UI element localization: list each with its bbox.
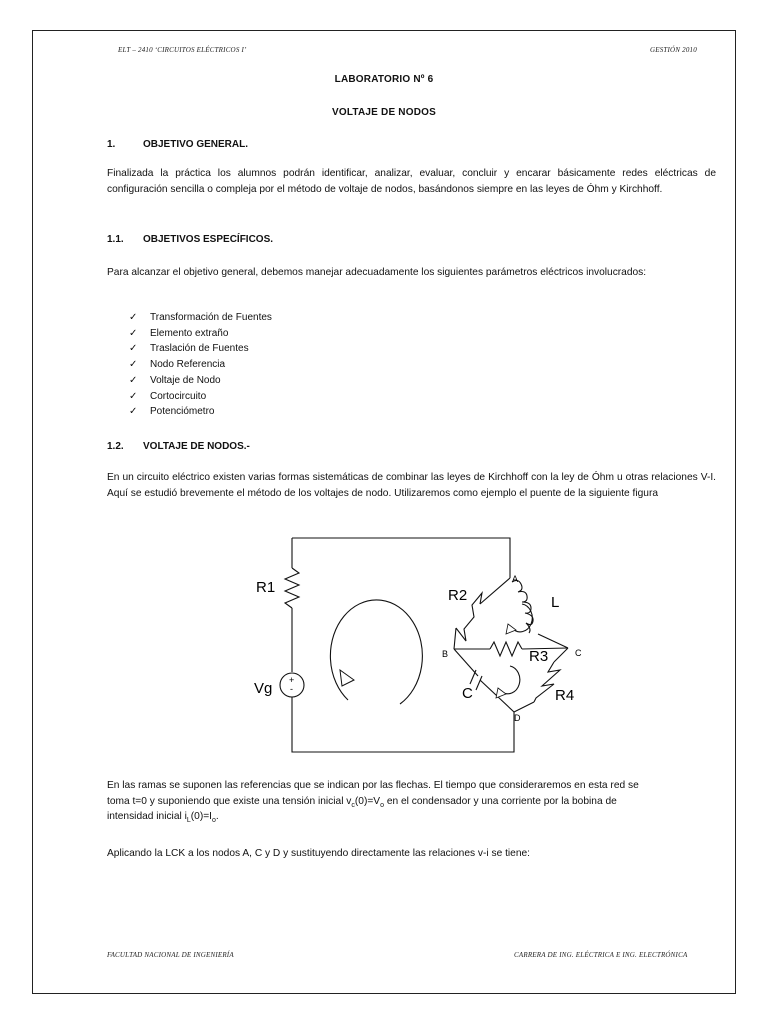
wire-r2-b	[454, 628, 456, 649]
section-1-1-text: Para alcanzar el objetivo general, debemos manejar adecuadamente los siguientes parámetros eléctricos involucrados:	[107, 267, 647, 278]
bridge-circuit-diagram	[250, 530, 590, 760]
checkmark-icon: ✓	[129, 327, 138, 339]
objectives-list	[129, 310, 272, 420]
label-c: C	[462, 685, 473, 702]
label-r2: R2	[448, 587, 468, 604]
section-1-1-number: 1.1.	[107, 234, 124, 245]
label-r4: R4	[555, 687, 575, 704]
mesh-loop-upper	[512, 604, 532, 632]
mesh-loop-arrow	[330, 600, 422, 704]
wire-top	[292, 538, 510, 578]
checkmark-icon: ✓	[129, 312, 138, 323]
label-node-b: B	[442, 649, 449, 659]
list-item: ✓ Elemento extraño	[129, 326, 272, 342]
wire-b-c	[454, 649, 478, 676]
lck-paragraph: Aplicando la LCK a los nodos A, C y D y sustituyendo directamente las relaciones v-i se tiene:	[107, 848, 530, 859]
capacitor-plate-1	[470, 670, 476, 684]
resistor-r3	[490, 642, 522, 656]
wire-l-c	[538, 634, 568, 648]
section-1-heading	[107, 139, 248, 150]
checkmark-icon: ✓	[129, 406, 138, 418]
checkmark-icon: ✓	[129, 343, 138, 355]
list-item: ✓ Nodo Referencia	[129, 357, 272, 373]
arrow-head-icon	[506, 624, 516, 634]
list-item: ✓ Potenciómetro	[129, 404, 272, 420]
header-left: ELT – 2410 ‘CIRCUITOS ELÉCTRICOS I’	[118, 46, 247, 54]
section-1-number: 1.	[107, 139, 116, 150]
section-1-2-number: 1.2.	[107, 441, 124, 452]
label-node-a: A	[512, 574, 519, 584]
label-node-c: C	[575, 648, 582, 658]
checkmark-icon: ✓	[129, 390, 138, 402]
references-paragraph: En las ramas se suponen las referencias que se indican por las flechas. El tiempo que consideraremos en esta red se toma t=0 y suponiendo que existe una tensión inicial $v_c(0)=V_o$ en el condensador y una corriente por la bobina de intensidad inicial $i_L(0)=I_o$.	[107, 780, 639, 825]
list-item: ✓ Voltaje de Nodo	[129, 373, 272, 389]
checkmark-icon: ✓	[129, 374, 138, 386]
section-1-2-title: VOLTAJE DE NODOS.-	[143, 441, 250, 452]
label-minus: -	[290, 684, 293, 694]
resistor-r1	[285, 568, 299, 608]
section-1-title: OBJETIVO GENERAL.	[143, 139, 249, 150]
label-r3: R3	[529, 648, 549, 665]
footer-left: FACULTAD NACIONAL DE INGENIERÍA	[107, 951, 234, 959]
list-item: ✓ Cortocircuito	[129, 389, 272, 405]
mesh-loop-lower	[502, 666, 520, 694]
list-item: ✓ Transformación de Fuentes	[129, 310, 272, 326]
label-node-d: D	[514, 713, 521, 723]
section-1-1-title: OBJETIVOS ESPECÍFICOS.	[143, 234, 274, 245]
arrow-head-icon	[340, 670, 354, 686]
wire-a-r2	[480, 578, 510, 604]
section-1-text: Finalizada la práctica los alumnos podrán identificar, analizar, evaluar, concluir y encarar básicamente redes eléctricas de configuración sencilla o compleja por el método de voltaje de nodos, basándonos siempre en las leyes de Óhm y Kirchhoff.	[107, 168, 716, 195]
arrow-head-icon	[496, 688, 506, 698]
page-title: LABORATORIO Nº 6	[334, 74, 434, 85]
label-vg: Vg	[254, 680, 273, 697]
capacitor-plate-2	[476, 676, 482, 690]
label-r1: R1	[256, 579, 276, 596]
page-subtitle: VOLTAJE DE NODOS	[332, 107, 436, 118]
wire-c-r4	[554, 648, 568, 662]
label-l: L	[551, 594, 560, 611]
section-1-1-heading	[107, 234, 273, 245]
wire-bottom	[292, 697, 514, 752]
label-plus: +	[289, 675, 295, 685]
section-1-2-text: En un circuito eléctrico existen varias formas sistemáticas de combinar las leyes de Kirchhoff con la ley de Óhm u otras relaciones V-I. Aquí se estudió brevemente el método de los voltajes de nodo. Utilizaremos como ejemplo el puente de la siguiente figura	[107, 472, 716, 499]
list-item: ✓ Traslación de Fuentes	[129, 341, 272, 357]
section-1-2-heading	[107, 441, 250, 452]
checkmark-icon: ✓	[129, 359, 138, 371]
header-right: GESTIÓN 2010	[650, 46, 697, 54]
footer-right: CARRERA DE ING. ELÉCTRICA E ING. ELECTRÓNICA	[514, 951, 688, 959]
wire-r4-d	[514, 702, 534, 712]
